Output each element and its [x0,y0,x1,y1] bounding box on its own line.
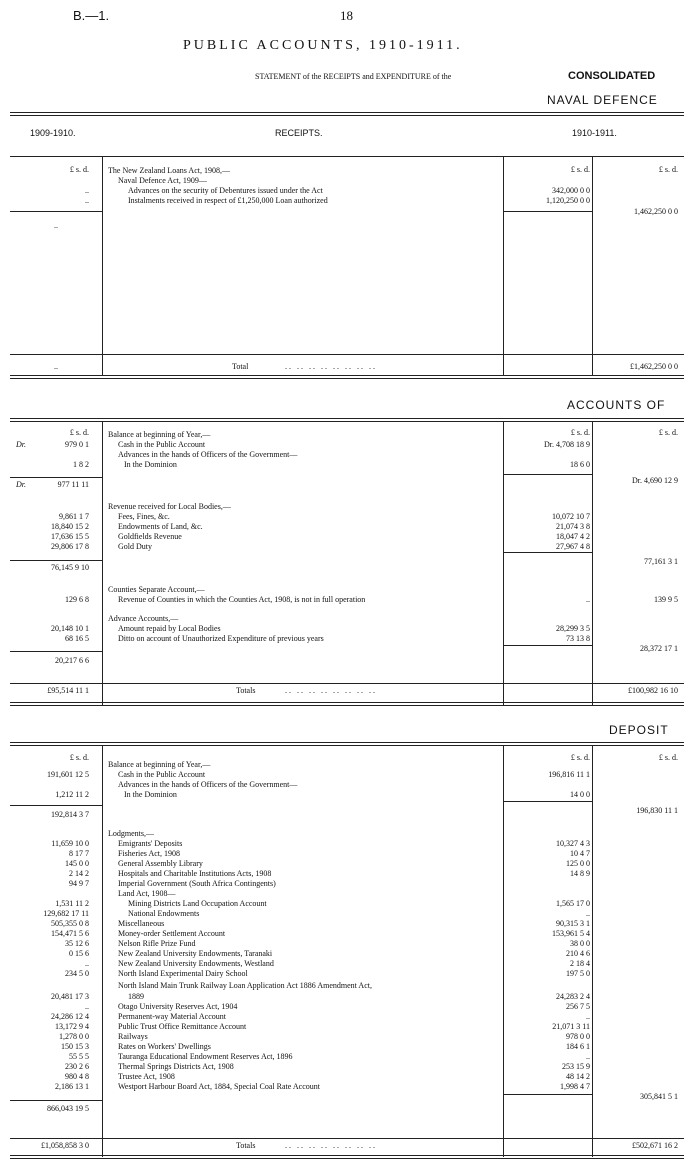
cell-amount: Dr. 4,708 18 9 [544,440,590,449]
deposit-row [0,959,700,969]
cell-total: 305,841 5 1 [640,1092,678,1101]
cell-desc: 1889 [128,992,144,1001]
deposit-heading: DEPOSIT [609,723,669,737]
cell-amount: 10,072 10 7 [552,512,590,521]
cell-amount: .. [586,595,590,604]
total-rule [10,1138,684,1139]
cell-prior: 230 2 6 [65,1062,89,1071]
cell-total: 77,161 3 1 [644,557,678,566]
cell-prior: 35 12 6 [65,939,89,948]
total-rule [10,354,684,355]
cell-desc: Imperial Government (South Africa Contingents) [118,879,276,888]
page-number: 18 [340,8,353,23]
cell-amount: 21,074 3 8 [556,522,590,531]
deposit-row [0,992,700,1002]
deposit-row [0,889,700,899]
accounts-row [0,614,700,624]
statement-prefix: STATEMENT of the RECEIPTS and EXPENDITURE of the [255,72,452,81]
accounts-row [0,644,700,666]
cell-desc: Balance at beginning of Year,— [108,760,211,769]
cell-prior: 154,471 5 6 [51,929,89,938]
subtotal-rule [503,552,592,553]
cell-desc: Ditto on account of Unauthorized Expenditure of previous years [118,634,324,643]
cell-desc: Revenue received for Local Bodies,— [108,502,231,511]
cell-total: 139 9 5 [654,595,678,604]
cell-desc: Cash in the Public Account [118,440,206,449]
deposit-row [0,1012,700,1022]
cell-prior: 94 9 7 [69,879,89,888]
cell-prior: 8 17 7 [69,849,89,858]
cell-desc: Nelson Rifle Prize Fund [118,939,196,948]
cell-prior: 977 11 11 [57,480,89,489]
deposit-row [0,1072,700,1082]
deposit-row [0,760,700,770]
naval-row [0,186,700,196]
accounts-totals-row: £95,514 11 1 Totals .. .. .. .. .. .. .. .. £100,982 16 10 [47,686,678,695]
cell-desc: Advances in the hands of Officers of the Government— [118,450,298,459]
page-title: PUBLIC ACCOUNTS, 1910-1911. [183,38,463,53]
cell-prior: .. [85,196,89,205]
cell-desc: Naval Defence Act, 1909— [118,176,207,185]
cell-amount: 184 6 1 [566,1042,590,1051]
cell-desc: Counties Separate Account,— [108,585,205,594]
deposit-row [0,869,700,879]
deposit-row [0,1104,700,1114]
cell-amount: 1,120,250 0 0 [546,196,590,205]
cell-desc: Gold Duty [118,542,152,551]
naval-row [0,196,700,206]
cell-amount: 90,315 3 1 [556,919,590,928]
cell-amount: 48 14 2 [566,1072,590,1081]
subtotal-rule [10,477,102,478]
cell-desc: New Zealand University Endowments, Westland [118,959,274,968]
cell-desc: Instalments received in respect of £1,250,000 Loan authorized [128,196,328,205]
cell-desc: Public Trust Office Remittance Account [118,1022,247,1031]
deposit-row [0,981,700,991]
accounts-row [0,634,700,644]
deposit-row [0,1032,700,1042]
cell-prior: 9,861 1 7 [59,512,89,521]
cell-amount: 342,000 0 0 [552,186,590,195]
cell-amount: 24,283 2 4 [556,992,590,1001]
deposit-row [0,929,700,939]
naval-total-row: .. Total .. .. .. .. .. .. .. .. £1,462,250 0 0 [54,362,678,371]
cell-desc: Advance Accounts,— [108,614,179,623]
cell-desc: Revenue of Counties in which the Counties Act, 1908, is not in full operation [118,595,366,604]
cell-amount: 21,071 3 11 [552,1022,590,1031]
deposit-row [0,1002,700,1012]
cell-desc: Advances in the hands of Officers of the Government— [118,780,298,789]
cell-prior: .. [85,186,89,195]
cell-desc: Advances on the security of Debentures issued under the Act [128,186,323,195]
cell-desc: Amount repaid by Local Bodies [118,624,221,633]
cell-desc: Trustee Act, 1908 [118,1072,175,1081]
deposit-row [0,909,700,919]
cell-desc: Endowments of Land, &c. [118,522,203,531]
subtotal-rule [503,474,592,475]
accounts-row [0,522,700,532]
cell-prior: 55 5 5 [69,1052,89,1061]
deposit-row [0,949,700,959]
cell-prior: 866,043 19 5 [47,1104,89,1113]
cell-total: 28,372 17 1 [640,644,678,653]
cell-prior: 18,840 15 2 [51,522,89,531]
subtotal-rule [10,651,102,652]
cell-prior: 192,814 3 7 [51,810,89,819]
deposit-row [0,1062,700,1072]
cell-dr: Dr. [16,480,27,489]
cell-prior: 68 16 5 [65,634,89,643]
accounts-row [0,430,700,440]
accounts-row [0,476,700,490]
cell-amount: 18,047 4 2 [556,532,590,541]
subtotal-rule [503,801,592,802]
cell-prior: 2,186 13 1 [55,1082,89,1091]
cell-desc: Emigrants' Deposits [118,839,183,848]
cell-desc: Otago University Reserves Act, 1904 [118,1002,238,1011]
cell-prior: 20,217 6 6 [55,656,89,665]
accounts-row [0,595,700,605]
naval-row [0,176,700,186]
cell-prior: 129 6 8 [65,595,89,604]
cell-amount: .. [586,1012,590,1021]
deposit-row [0,919,700,929]
accounts-row [0,460,700,470]
cell-desc: Westport Harbour Board Act, 1884, Special Coal Rate Account [118,1082,320,1091]
cell-desc: In the Dominion [124,790,177,799]
cell-amount: 27,967 4 8 [556,542,590,551]
cell-amount: 197 5 0 [566,969,590,978]
cell-prior: 24,286 12 4 [51,1012,89,1021]
section-end-rule [10,375,684,379]
total-rule [10,683,684,684]
cell-prior: 2 14 2 [69,869,89,878]
cell-prior: 13,172 9 4 [55,1022,89,1031]
deposit-row [0,1042,700,1052]
deposit-row [0,780,700,790]
lsd-header-row: £ s. d. £ s. d. £ s. d. [69,165,678,174]
cell-desc: Thermal Springs Districts Act, 1908 [118,1062,234,1071]
cell-prior: 1,278 0 0 [59,1032,89,1041]
accounts-heading: ACCOUNTS OF [567,398,666,412]
cell-prior: 17,636 15 5 [51,532,89,541]
deposit-totals-row: £1,058,858 3 0 Totals .. .. .. .. .. .. .. .. £502,671 16 2 [41,1141,678,1150]
cell-total: Dr. 4,690 12 9 [632,476,678,485]
deposit-row [0,770,700,780]
cell-prior: 191,601 12 5 [47,770,89,779]
naval-subtotal-row: .. [54,221,58,230]
subtotal-rule [503,1094,592,1095]
lsd-header-row: £ s. d. £ s. d. £ s. d. [69,753,678,762]
cell-desc: Cash in the Public Account [118,770,206,779]
cell-desc: Rates on Workers' Dwellings [118,1042,211,1051]
deposit-row [0,839,700,849]
cell-amount: 10,327 4 3 [556,839,590,848]
cell-prior: 1,531 11 2 [55,899,89,908]
cell-amount: 18 6 0 [570,460,590,469]
cell-desc: Land Act, 1908— [118,889,176,898]
cell-amount: 2 18 4 [570,959,590,968]
cell-desc: Lodgments,— [108,829,154,838]
section-end-rule [10,1155,684,1159]
cell-prior: 980 4 8 [65,1072,89,1081]
cell-amount: .. [586,1052,590,1061]
accounts-row [0,542,700,552]
subtotal-rule [10,1100,102,1101]
cell-prior: 0 15 6 [69,949,89,958]
cell-total: 196,830 11 1 [636,806,678,815]
deposit-row [0,859,700,869]
cell-desc: Goldfields Revenue [118,532,182,541]
cell-desc: Balance at beginning of Year,— [108,430,211,439]
cell-amount: 153,961 5 4 [552,929,590,938]
deposit-row [0,939,700,949]
cell-prior: 11,659 10 0 [51,839,89,848]
accounts-row [0,624,700,634]
cell-amount: 125 0 0 [566,859,590,868]
naval-row [0,166,700,176]
col-prior-year: 1909-1910. [30,128,76,138]
cell-prior: 234 5 0 [65,969,89,978]
cell-amount: .. [586,909,590,918]
cell-desc: Permanent-way Material Account [118,1012,226,1021]
cell-desc: Miscellaneous [118,919,165,928]
deposit-row [0,849,700,859]
cell-prior: 20,148 10 1 [51,624,89,633]
section-rule [10,112,684,116]
cell-prior: 979 0 1 [65,440,89,449]
cell-amount: 210 4 6 [566,949,590,958]
cell-prior: .. [85,1002,89,1011]
cell-desc: Railways [118,1032,148,1041]
cell-amount: 28,299 3 5 [556,624,590,633]
header-rule [10,156,684,157]
cell-amount: 256 7 5 [566,1002,590,1011]
cell-dr: Dr. [16,440,27,449]
cell-desc: National Endowments [128,909,200,918]
cell-amount: 38 0 0 [570,939,590,948]
col-current-year: 1910-1911. [572,128,617,138]
subtotal-rule [503,645,592,646]
cell-prior: 129,682 17 11 [43,909,89,918]
deposit-row [0,829,700,839]
accounts-row [0,557,700,573]
naval-total-carried: 1,462,250 0 0 [634,207,678,216]
cell-desc: North Island Experimental Dairy School [118,969,248,978]
deposit-row [0,1052,700,1062]
cell-desc: General Assembly Library [118,859,203,868]
cell-desc: Hospitals and Charitable Institutions Acts, 1908 [118,869,272,878]
cell-desc: North Island Main Trunk Railway Loan Application Act 1886 Amendment Act, [118,981,372,990]
cell-prior: 505,355 0 8 [51,919,89,928]
naval-defence-heading: NAVAL DEFENCE [547,93,658,107]
deposit-row [0,899,700,909]
cell-desc: Mining Districts Land Occupation Account [128,899,267,908]
cell-desc: Money-order Settlement Account [118,929,226,938]
cell-amount: 14 8 9 [570,869,590,878]
accounts-row [0,585,700,595]
cell-amount: 978 0 0 [566,1032,590,1041]
cell-prior: 76,145 9 10 [51,563,89,572]
cell-desc: Tauranga Educational Endowment Reserves Act, 1896 [118,1052,293,1061]
statement-suffix: CONSOLIDATED [568,70,656,82]
cell-prior: 29,806 17 8 [51,542,89,551]
section-end-rule [10,702,684,706]
cell-desc: New Zealand University Endowments, Taranaki [118,949,273,958]
subtotal-rule [10,805,102,806]
cell-amount: 10 4 7 [570,849,590,858]
cell-amount: 1,565 17 0 [556,899,590,908]
cell-amount: 253 15 9 [562,1062,590,1071]
accounts-row [0,450,700,460]
deposit-row [0,1082,700,1101]
cell-desc: In the Dominion [124,460,177,469]
cell-desc: Fisheries Act, 1908 [118,849,180,858]
section-rule [10,742,684,746]
deposit-row [0,879,700,889]
cell-prior: 20,481 17 3 [51,992,89,1001]
cell-prior: 1 8 2 [73,460,89,469]
deposit-row [0,790,700,800]
deposit-row [0,1022,700,1032]
document-reference: B.—1. [73,8,110,23]
lsd-header-row: £ s. d. £ s. d. £ s. d. [69,428,678,437]
section-rule [10,418,684,422]
cell-prior: 150 15 3 [61,1042,89,1051]
accounts-row [0,502,700,512]
cell-amount: 73 13 8 [566,634,590,643]
cell-prior: .. [85,959,89,968]
accounts-row [0,532,700,542]
deposit-row [0,969,700,979]
cell-amount: 196,816 11 1 [548,770,590,779]
accounts-row [0,440,700,450]
accounts-row [0,512,700,522]
col-receipts: RECEIPTS. [275,128,323,138]
cell-desc: The New Zealand Loans Act, 1908,— [108,166,230,175]
deposit-row [0,806,700,820]
cell-amount: 14 0 0 [570,790,590,799]
cell-prior: 145 0 0 [65,859,89,868]
cell-prior: 1,212 11 2 [55,790,89,799]
cell-desc: Fees, Fines, &c. [118,512,170,521]
subtotal-rule [10,560,102,561]
cell-amount: 1,998 4 7 [560,1082,590,1091]
